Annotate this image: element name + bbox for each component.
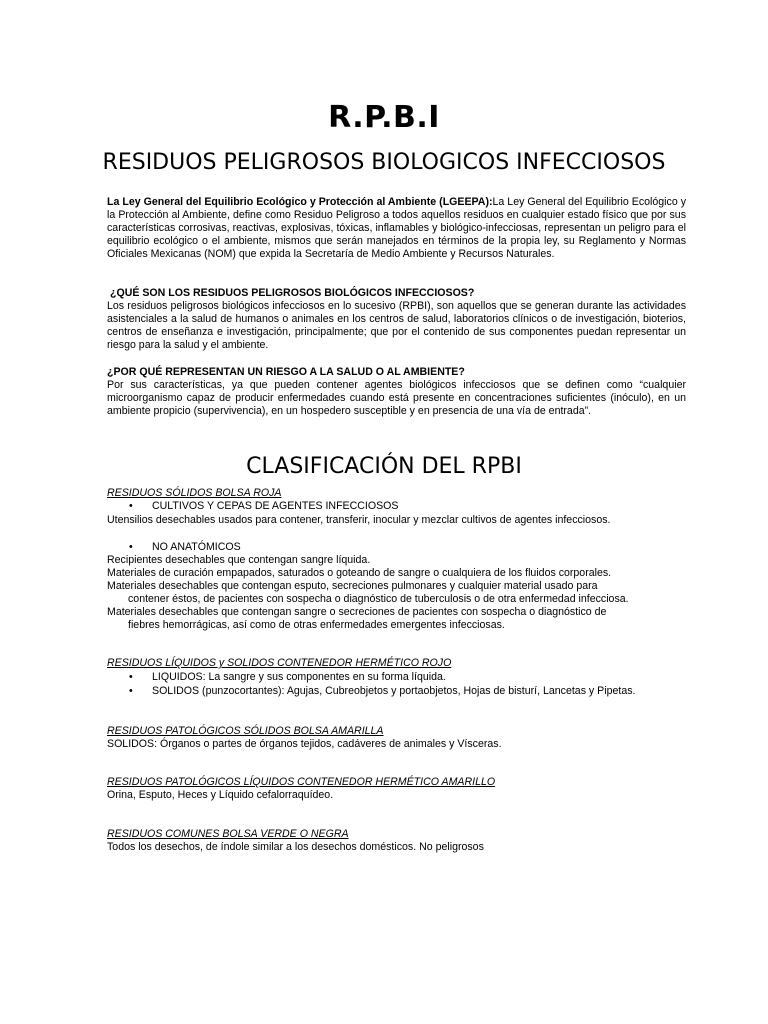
list-item bbox=[129, 541, 241, 554]
intro-text: La Ley General del Equilibrio Ecológico y la Protección al Ambiente, define como Residuo Peligroso a todos aquellos residuos en cualquier estado físico que por sus características corrosivas, reactivas, explosivas, tóxicas, inflamables y biológico-infecciosas, representan un peligro para el equilibrio ecológico o el ambiente, mismos que serán manejados en términos de la propia ley, su Reglamento y Normas Oficiales Mexicanas (NOM) que expida la Secretaría de Medio Ambiente y Recursos Naturales. bbox=[107, 196, 687, 260]
list-item bbox=[129, 685, 635, 698]
list-item-text: NO ANATÓMICOS bbox=[152, 541, 241, 553]
text-line: contener éstos, de pacientes con sospecha o diagnóstico de tuberculosis o de otra enfermedad infecciosa. bbox=[128, 593, 629, 605]
list-item-text: SOLIDOS (punzocortantes): Agujas, Cubreobjetos y portaobjetos, Hojas de bisturí, Lancetas y Pipetas. bbox=[152, 685, 636, 697]
bullet-icon: • bbox=[129, 671, 133, 683]
answer-why-risk: Por sus características, ya que pueden contener agentes biológicos infecciosos que se definen como “cualquier microorganismo capaz de producir enfermedades cuando está presente en concentraciones suficientes (inóculo), en un ambiente propicio (supervivencia), en un hospedero susceptible y en presencia de una vía de entrada”. bbox=[107, 379, 686, 417]
bullet-icon: • bbox=[129, 541, 133, 553]
list-item-text: CULTIVOS Y CEPAS DE AGENTES INFECCIOSOS bbox=[152, 500, 399, 512]
text-line: Recipientes desechables que contengan sangre líquida. bbox=[107, 554, 371, 566]
category-heading-red-bag: RESIDUOS SÓLIDOS BOLSA ROJA bbox=[107, 487, 282, 499]
list-item-text: LIQUIDOS: La sangre y sus componentes en su forma líquida. bbox=[152, 671, 446, 683]
text-line: Materiales desechables que contengan sangre o secreciones de pacientes con sospecha o diagnóstico de bbox=[107, 606, 607, 618]
text-line: Utensilios desechables usados para contener, transferir, inocular y mezclar cultivos de agentes infecciosos. bbox=[107, 514, 611, 526]
document-title: R.P.B.I bbox=[328, 100, 440, 135]
text-line: fiebres hemorrágicas, así como de otras enfermedades emergentes infecciosas. bbox=[128, 619, 505, 631]
answer-what-are-rpbi: Los residuos peligrosos biológicos infecciosos en lo sucesivo (RPBI), son aquellos que se generan durante las actividades asistenciales a la salud de humanos o animales en los centros de salud, laboratorios clínicos o de investigación, bioterios, centros de enseñanza e investigación, principalmente; que por el contenido de sus componentes puedan representar un riesgo para la salud y el ambiente. bbox=[107, 300, 686, 351]
intro-bold-lead: La Ley General del Equilibrio Ecológico y Protección al Ambiente (LGEEPA): bbox=[107, 196, 493, 208]
text-line: Todos los desechos, de índole similar a los desechos domésticos. No peligrosos bbox=[107, 841, 484, 853]
classification-title: CLASIFICACIÓN DEL RPBI bbox=[246, 454, 522, 479]
question-what-are-rpbi: ¿QUÉ SON LOS RESIDUOS PELIGROSOS BIOLÓGICOS INFECCIOSOS? bbox=[110, 287, 475, 299]
list-item bbox=[129, 671, 446, 684]
text-line: SOLIDOS: Órganos o partes de órganos tejidos, cadáveres de animales y Vísceras. bbox=[107, 738, 502, 750]
list-item bbox=[129, 500, 398, 513]
intro-paragraph bbox=[107, 196, 686, 261]
category-heading-yellow-bag: RESIDUOS PATOLÓGICOS SÓLIDOS BOLSA AMARILLA bbox=[107, 725, 384, 737]
category-heading-red-container: RESIDUOS LÍQUIDOS y SOLIDOS CONTENEDOR HERMÉTICO ROJO bbox=[107, 657, 452, 669]
text-line: Materiales de curación empapados, saturados o goteando de sangre o cualquiera de los fluidos corporales. bbox=[107, 567, 612, 579]
bullet-icon: • bbox=[129, 500, 133, 512]
category-heading-green-black-bag: RESIDUOS COMUNES BOLSA VERDE O NEGRA bbox=[107, 828, 349, 840]
text-line: Materiales desechables que contengan esputo, secreciones pulmonares y cualquier material usado para bbox=[107, 580, 598, 592]
document-subtitle: RESIDUOS PELIGROSOS BIOLOGICOS INFECCIOSOS bbox=[102, 150, 666, 175]
question-why-risk: ¿POR QUÉ REPRESENTAN UN RIESGO A LA SALUD O AL AMBIENTE? bbox=[107, 366, 465, 378]
category-heading-yellow-container: RESIDUOS PATOLÓGICOS LÍQUIDOS CONTENEDOR HERMÉTICO AMARILLO bbox=[107, 776, 496, 788]
text-line: Orina, Esputo, Heces y Líquido cefalorraquídeo. bbox=[107, 789, 334, 801]
bullet-icon: • bbox=[129, 685, 133, 697]
